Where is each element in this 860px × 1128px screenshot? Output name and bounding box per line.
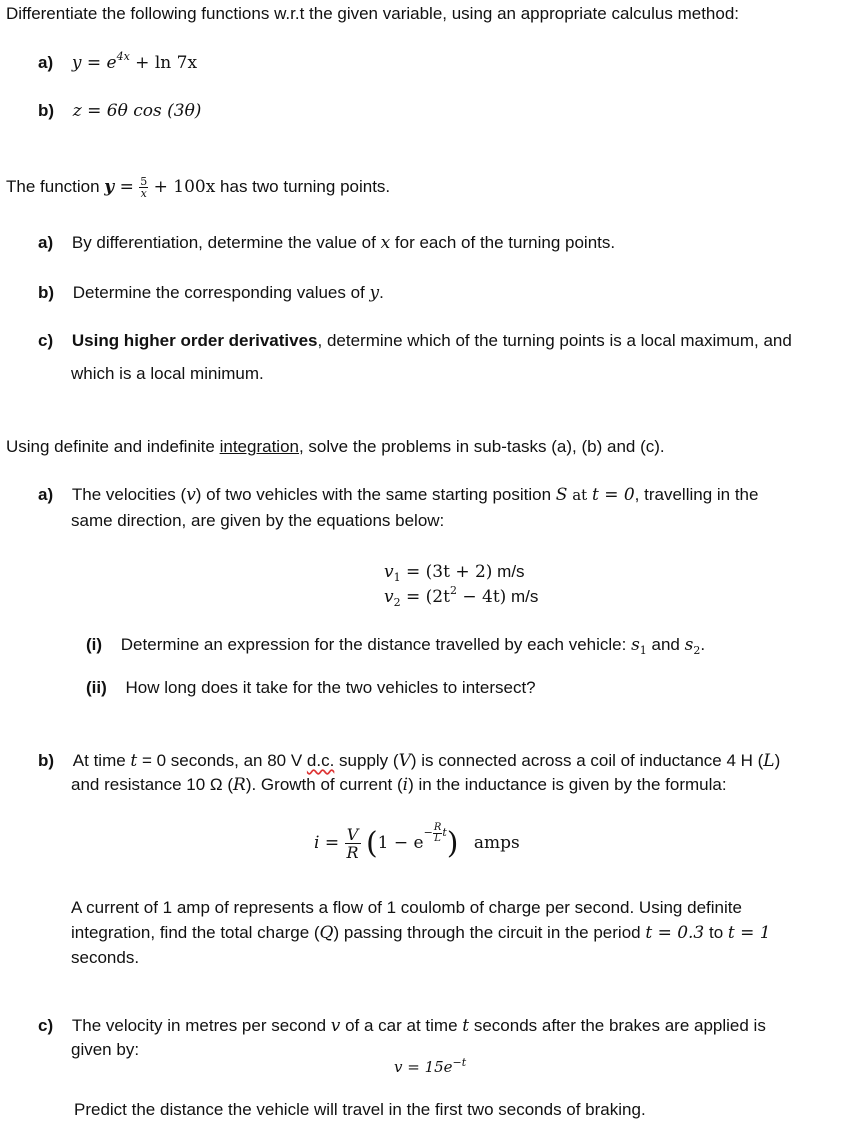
q3-b-Q: Q bbox=[319, 923, 334, 943]
q1-a bbox=[38, 50, 198, 73]
q3-c-line2: given by: bbox=[71, 1040, 140, 1059]
q1-a-exp: 4x bbox=[116, 50, 130, 63]
q3-a-i-text: Determine an expression for the distance travelled by each vehicle: bbox=[120, 635, 632, 654]
q3-c-eq-lhs: v = 15e bbox=[394, 1058, 453, 1076]
q3-a-ii-label: (ii) bbox=[86, 678, 107, 697]
q3-a-text: The velocities ( bbox=[71, 485, 187, 504]
q2-frac-den: x bbox=[140, 187, 147, 200]
q3-b-p2 bbox=[71, 923, 771, 943]
q3-a-i-label: (i) bbox=[86, 635, 103, 654]
s1-var: s bbox=[631, 635, 640, 655]
formula-exponent bbox=[423, 821, 447, 844]
formula-lparen: ( bbox=[365, 826, 378, 861]
eq1-rhs: = (3t + 2) bbox=[400, 562, 493, 582]
q2-a-label: a) bbox=[38, 233, 54, 252]
q1-b-label: b) bbox=[38, 101, 55, 120]
q3-b-l2-a: and resistance 10 Ω ( bbox=[71, 775, 234, 794]
formula-rparen: ) bbox=[446, 826, 459, 861]
q3-a-i-post: . bbox=[700, 635, 706, 654]
q3-b-line2 bbox=[71, 775, 727, 795]
q3-a-at: at bbox=[567, 486, 592, 504]
q2-intro-plus: + 100x bbox=[148, 176, 216, 197]
eq2-sup: 2 bbox=[449, 584, 457, 597]
formula-exp-L: L bbox=[434, 832, 441, 844]
q3-c-a: The velocity in metres per second bbox=[71, 1016, 331, 1035]
q3-a-line1 bbox=[38, 485, 758, 505]
q3-c-line1 bbox=[38, 1016, 766, 1036]
q2-intro bbox=[6, 176, 390, 199]
s2-var: s bbox=[684, 635, 694, 655]
current-formula bbox=[314, 821, 520, 862]
q3-a-v: v bbox=[186, 485, 196, 505]
q3-b-t-start: t = 0.3 bbox=[645, 923, 705, 943]
q3-b-p2-b: ) passing through the circuit in the period bbox=[333, 923, 646, 942]
q2-b-label: b) bbox=[38, 283, 55, 302]
formula-frac bbox=[345, 826, 361, 861]
q3-a-i bbox=[86, 635, 705, 655]
q2-a-pre: By differentiation, determine the value of bbox=[71, 233, 381, 252]
eq1-unit: m/s bbox=[492, 562, 525, 581]
q3-c-last: Predict the distance the vehicle will travel in the first two seconds of braking. bbox=[74, 1100, 646, 1119]
q1-a-lhs: y = e bbox=[71, 53, 117, 73]
q3-b-t: t bbox=[130, 751, 138, 771]
eq1-sub: 1 bbox=[393, 571, 401, 584]
eq2-sub: 2 bbox=[393, 596, 401, 609]
q3-intro-pre: Using definite and indefinite bbox=[6, 437, 220, 456]
q2-intro-y: y bbox=[104, 176, 115, 197]
formula-V: V bbox=[345, 826, 361, 844]
q2-c-line2: which is a local minimum. bbox=[71, 364, 264, 383]
q3-a-label: a) bbox=[38, 485, 54, 504]
q3-a-ii bbox=[86, 678, 536, 698]
q3-b-l2-c: ) in the inductance is given by the formula: bbox=[408, 775, 727, 794]
s1-sub: 1 bbox=[639, 644, 647, 657]
q2-c-bold: Using higher order derivatives bbox=[71, 331, 318, 350]
q3-c-t: t bbox=[462, 1016, 470, 1036]
q2-intro-pre: The function bbox=[6, 176, 105, 196]
q3-b-t4: ) is connected across a coil of inductance 4 H ( bbox=[410, 751, 764, 770]
formula-eq: = bbox=[319, 833, 345, 853]
q3-c-c: seconds after the brakes are applied is bbox=[469, 1016, 766, 1035]
formula-exp-neg: − bbox=[423, 826, 433, 839]
q3-a-S: S bbox=[555, 485, 568, 505]
q2-fraction bbox=[139, 176, 148, 199]
q3-b-R: R bbox=[233, 775, 246, 795]
q2-c-post1: , determine which of the turning points is a local maximum, and bbox=[317, 331, 792, 350]
q3-b-V: V bbox=[398, 751, 411, 771]
s2-sub: 2 bbox=[693, 644, 701, 657]
q3-c-label: c) bbox=[38, 1016, 54, 1035]
q3-intro-link: integration bbox=[219, 437, 299, 456]
formula-i: i bbox=[314, 833, 320, 853]
q3-a-i-and: and bbox=[646, 635, 685, 654]
q2-intro-eq: = bbox=[114, 176, 140, 197]
q3-b-label: b) bbox=[38, 751, 55, 770]
q3-b-t3: supply ( bbox=[334, 751, 399, 770]
q2-b bbox=[38, 283, 384, 303]
q3-intro bbox=[6, 437, 665, 457]
q3-intro-post: , solve the problems in sub-tasks (a), (b) and (c). bbox=[298, 437, 665, 456]
q3-a-text3: , travelling in the bbox=[634, 485, 759, 504]
formula-R: R bbox=[346, 843, 359, 862]
q3-c-equation bbox=[394, 1058, 466, 1076]
q1-a-rhs: + ln 7x bbox=[129, 53, 198, 73]
q2-a bbox=[38, 233, 615, 253]
q3-b-t5: ) bbox=[774, 751, 781, 770]
q3-c-eq-exp: −t bbox=[452, 1056, 467, 1069]
q3-b-p1: A current of 1 amp of represents a flow of 1 coulomb of charge per second. Using definite bbox=[71, 898, 742, 917]
q1-a-label: a) bbox=[38, 53, 54, 72]
q2-b-pre: Determine the corresponding values of bbox=[72, 283, 370, 302]
formula-exp-frac bbox=[433, 823, 443, 844]
q2-a-var: x bbox=[380, 233, 391, 253]
q3-b-L: L bbox=[763, 751, 775, 771]
q3-c-b: of a car at time bbox=[340, 1016, 463, 1035]
eq2-unit: m/s bbox=[506, 587, 539, 606]
q3-b-t1: At time bbox=[72, 751, 131, 770]
q3-b-i: i bbox=[402, 775, 409, 795]
q2-b-var: y bbox=[369, 283, 380, 303]
q3-a-line2: same direction, are given by the equations below: bbox=[71, 511, 445, 530]
formula-exp-t: t bbox=[442, 826, 447, 839]
formula-amps: amps bbox=[473, 833, 520, 853]
q3-b-p3: seconds. bbox=[71, 948, 140, 967]
q2-intro-post: has two turning points. bbox=[215, 176, 391, 196]
eq2-rhs-b: − 4t) bbox=[456, 587, 507, 607]
q3-eq1 bbox=[384, 562, 525, 582]
q3-c-v: v bbox=[330, 1016, 341, 1036]
q3-b-dc: d.c. bbox=[306, 751, 335, 770]
q3-b-t-end: t = 1 bbox=[727, 923, 771, 943]
q2-b-post: . bbox=[379, 283, 384, 302]
formula-exp-R: R bbox=[433, 821, 442, 833]
q2-c bbox=[38, 331, 792, 351]
eq2-var: v bbox=[384, 587, 394, 607]
q3-a-ii-text: How long does it take for the two vehicles to intersect? bbox=[125, 678, 536, 697]
q3-b-line1 bbox=[38, 751, 780, 771]
q3-b-t2: = 0 seconds, an 80 V bbox=[137, 751, 307, 770]
q2-frac-num: 5 bbox=[140, 175, 148, 188]
q3-eq2 bbox=[384, 584, 539, 609]
q2-c-label: c) bbox=[38, 331, 54, 350]
q1-b-expr: z = 6θ cos (3θ) bbox=[72, 101, 202, 121]
q1-intro: Differentiate the following functions w.r.t the given variable, using an appropriate calculus method: bbox=[6, 4, 740, 23]
q2-a-post: for each of the turning points. bbox=[390, 233, 616, 252]
q3-a-text2: ) of two vehicles with the same starting position bbox=[195, 485, 556, 504]
eq1-var: v bbox=[384, 562, 394, 582]
eq2-rhs-a: = (2t bbox=[400, 587, 450, 607]
q3-b-l2-b: ). Growth of current ( bbox=[245, 775, 403, 794]
q1-b bbox=[38, 101, 201, 121]
q3-a-t0: t = 0 bbox=[591, 485, 635, 505]
formula-one: 1 − e bbox=[377, 833, 424, 853]
q3-b-p2-to: to bbox=[704, 923, 728, 942]
q3-b-p2-a: integration, find the total charge ( bbox=[71, 923, 320, 942]
